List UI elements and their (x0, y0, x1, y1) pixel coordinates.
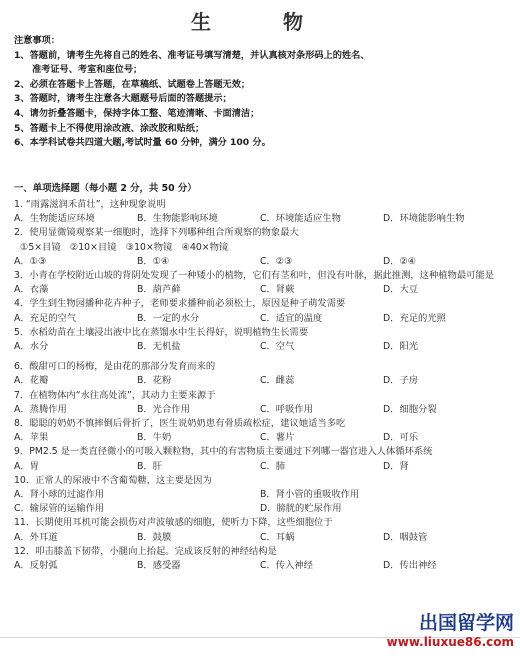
answer-option: B．肾小管的重吸收作用 (260, 489, 360, 501)
question-item (14, 297, 506, 325)
answer-option: D．阳光 (383, 341, 419, 353)
answer-option: B．鼓膜 (137, 531, 172, 543)
answer-option: B．①④ (137, 255, 170, 267)
watermark-url: www.liuxue86.com (386, 635, 514, 649)
question-options (14, 374, 506, 388)
answer-option: A．胃 (14, 460, 39, 472)
answer-option: D．可乐 (383, 432, 419, 444)
answer-option: B．无机盐 (137, 341, 181, 353)
question-item (14, 326, 506, 354)
answer-option: B．花粉 (137, 375, 172, 387)
answer-option: A．①③ (14, 255, 47, 267)
question-options (14, 460, 506, 474)
answer-option: C．薯片 (260, 432, 295, 444)
answer-option: C．传入神经 (260, 560, 313, 572)
question-stem: 12．叩击膝盖下韧带，小腿向上抬起。完成该反射的神经结构是 (14, 545, 277, 557)
answer-option: D．②④ (383, 255, 417, 267)
note-item: 4、请勿折叠答题卡，保持字体工整、笔迹清晰、卡面清洁； (14, 107, 260, 119)
answer-option: A．生物能适应环境 (14, 213, 95, 225)
answer-option: B．一定的水分 (137, 312, 200, 324)
answer-option: C．②③ (260, 255, 293, 267)
answer-option: C．环境能适应生物 (260, 213, 341, 225)
answer-option: A．水分 (14, 341, 49, 353)
answer-option: D．传出神经 (383, 560, 437, 572)
note-item: 2、必须在答题卡上答题，在草稿纸、试题卷上答题无效； (14, 78, 251, 90)
answer-option: D．子房 (383, 375, 419, 387)
answer-option: B．葫芦藓 (137, 284, 181, 296)
question-item (14, 255, 506, 269)
question-item (14, 360, 506, 388)
answer-option: ①5×目镜 ②10×目镜 ③10×物镜 ④40×物镜 (20, 241, 229, 253)
answer-option: A．蒸腾作用 (14, 403, 67, 415)
answer-option: C．输尿管的运输作用 (14, 503, 105, 515)
question-stem: 9．PM2.5 是一类直径微小的可吸入颗粒物，其中的有害物质主要通过下列哪一器官进入人体循环系统 (14, 446, 433, 458)
note-item: 准考证号、考室和座位号； (32, 64, 143, 76)
answer-option: A．充足的空气 (14, 312, 77, 324)
question-item (14, 474, 506, 517)
question-item (14, 417, 506, 445)
question-stem: 1. “雨露滋润禾苗壮”，这种现象说明 (14, 199, 166, 210)
question-item (14, 226, 506, 254)
answer-option: D．充足的光照 (383, 312, 446, 324)
answer-option: C．适宜的温度 (260, 312, 323, 324)
answer-option: C．耳蜗 (260, 531, 295, 543)
question-item (14, 445, 506, 473)
exam-notes (14, 34, 504, 151)
answer-option: A．苹果 (14, 432, 49, 444)
question-list (14, 198, 506, 573)
answer-option: C．呼吸作用 (260, 403, 313, 415)
question-options (14, 255, 506, 269)
notes-heading: 注意事项： (14, 35, 60, 46)
answer-option: C．肾蕨 (260, 284, 295, 296)
answer-option: D．肾 (383, 460, 409, 472)
question-item (14, 545, 506, 573)
question-stem: 2．使用显微镜观察某一细胞时，选择下列哪种组合所观察的物象最大 (14, 227, 299, 239)
question-stem: 3．小青在学校附近山坡的背阴处发现了一种矮小的植物，它们有茎和叶，但没有叶脉，据此推测，这种植物最可能是 (14, 270, 495, 282)
answer-option: B．感受器 (137, 560, 181, 572)
answer-option: D．大豆 (383, 284, 419, 296)
watermark-logo (364, 612, 514, 656)
answer-option: C．空气 (260, 341, 295, 353)
watermark-brand: 出国留学网 (418, 612, 514, 634)
answer-option: A．花瓣 (14, 375, 49, 387)
answer-option: B．肝 (137, 460, 162, 472)
question-options (14, 488, 506, 516)
question-stem: 11．长期使用耳机可能会损伤对声波敏感的细胞，使听力下降，这些细胞位于 (14, 517, 333, 529)
question-options (14, 312, 506, 326)
question-options (14, 531, 506, 545)
note-item: 5、答题卡上不得使用涂改液、涂改胶和贴纸； (14, 122, 205, 134)
question-options (14, 403, 506, 417)
question-options (14, 340, 506, 354)
question-item (14, 269, 506, 297)
answer-option: D．细胞分裂 (383, 403, 437, 415)
question-stem: 8．聪聪的奶奶不慎摔倒后骨折了，医生说奶奶患有骨质疏松症，建议她适当多吃 (14, 418, 346, 430)
question-stem: 5．水稻幼苗在土壤浸出液中比在蒸馏水中生长得好，说明植物生长需要 (14, 326, 309, 338)
question-item (14, 516, 506, 544)
answer-option: B．牛奶 (137, 432, 172, 444)
answer-option: D．咽鼓管 (383, 531, 428, 543)
answer-option: C．肺 (260, 460, 286, 472)
answer-option: A．肾小球的过滤作用 (14, 489, 105, 501)
question-item (14, 198, 506, 226)
paper-title: 生 物 (191, 10, 329, 34)
answer-option: A．衣藻 (14, 284, 49, 296)
question-options (14, 559, 506, 573)
answer-option: B．生物能影响环境 (137, 213, 218, 225)
question-options (14, 241, 506, 255)
answer-option: D．环境能影响生物 (383, 213, 465, 225)
question-options (14, 212, 506, 226)
note-item: 6、本学科试卷共四道大题,考试时量 60 分钟，满分 100 分。 (14, 137, 271, 149)
question-options (14, 283, 506, 297)
question-stem: 6．酸甜可口的杨梅，是由花的那部分发育而来的 (14, 361, 216, 373)
question-stem: 10．正常人的尿液中不含葡萄糖，这主要是因为 (14, 474, 212, 486)
section-heading: 一、单项选择题（每小题 2 分，共 50 分） (14, 183, 197, 194)
answer-option: C．雌蕊 (260, 375, 295, 387)
question-stem: 7．在植物体内“水往高处流”，其动力主要来源于 (14, 389, 216, 401)
answer-option: A．外耳道 (14, 531, 58, 543)
answer-option: A．反射弧 (14, 560, 58, 572)
answer-option: D．膀胱的贮尿作用 (260, 503, 342, 515)
note-item: 1、答题前，请考生先将自己的姓名、准考证号填写清楚，并认真核对条形码上的姓名、 (14, 49, 370, 61)
question-options (14, 431, 506, 445)
question-stem: 4．学生到生物园播种花卉种子，老师要求播种前必须松土，原因是种子萌发需要 (14, 298, 346, 310)
answer-option: B．光合作用 (137, 403, 190, 415)
note-item: 3、答题时，请考生注意各大题题号后面的答题提示； (14, 93, 232, 105)
question-item (14, 389, 506, 417)
